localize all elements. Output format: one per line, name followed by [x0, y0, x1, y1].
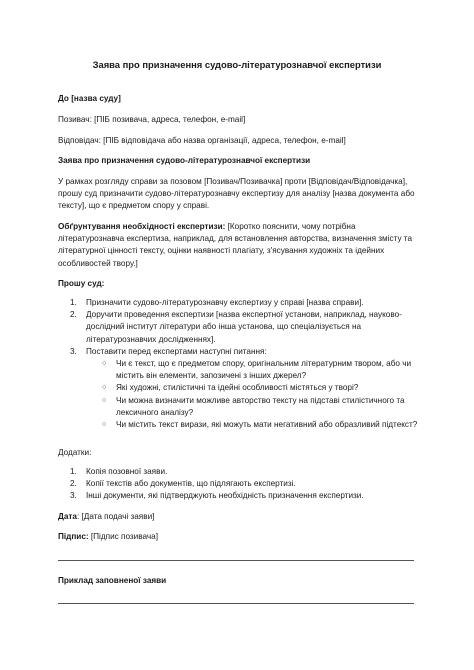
document-title: Заява про призначення судово-літературознавчої експертизи — [92, 59, 382, 70]
circle-bullet-icon: ○ — [102, 396, 107, 404]
intro-paragraph: У рамках розгляду справи за позовом [Позивач/Позивачка] проти [Відповідач/Відповідачка], прошу суд призначити судово-літературознавчу експертизу для аналізу [назва документа або тексту], що є предметом спору у справі. — [58, 177, 415, 211]
attachments-list — [58, 466, 418, 503]
circle-bullet-icon: ○ — [102, 384, 107, 392]
circle-bullet-icon: ○ — [102, 360, 107, 368]
question-text: Чи є текст, що є предметом спору, оригінальним літературним твором, або чи містить він елементи, запозичені з інших джерел? — [116, 359, 412, 381]
circle-bullet-icon: ○ — [102, 421, 107, 429]
request-text: Доручити проведення експертизи [назва експертної установи, наприклад, науково-дослідний інститут літератури або інша установа, що спеціалізується на літературознавчих дослідженнях]. — [86, 310, 402, 344]
signature-label: Підпис: — [58, 532, 89, 541]
divider — [58, 603, 414, 604]
list-item: 2. Доручити проведення експертизи [назва експертної установи, наприклад, науково-дослідний інститут літератури або інша установа, що спеціалізується на літературознавчих дослідженнях]. — [70, 310, 402, 344]
request-text: Поставити перед експертами наступні питання: — [86, 346, 267, 356]
signature-value: [Підпис позивача] — [88, 532, 158, 541]
divider — [58, 560, 414, 561]
date-label: Дата — [58, 512, 77, 521]
date-value: : [Дата подачі заяви] — [76, 512, 155, 521]
date-line — [58, 511, 420, 523]
question-text: Які художні, стилістичні та ідейні особливості містяться у творі? — [116, 383, 359, 393]
plaintiff-line: Позивач: [ПІБ позивача, адреса, телефон, e-mail] — [58, 115, 246, 124]
question-text: Чи містить текст вирази, які можуть мати негативний або образливий підтекст? — [116, 420, 418, 430]
list-item: 3. Поставити перед експертами наступні питання: — [70, 346, 267, 356]
list-item — [58, 419, 418, 431]
justification-paragraph — [58, 221, 420, 270]
list-item: 2. Копії текстів або документів, що підлягають експертизі. — [70, 479, 296, 489]
justification-label: Обґрунтування необхідності експертизи: — [58, 222, 226, 231]
justification-text: [Коротко пояснити, чому потрібна літературознавча експертиза, наприклад, для встановлення авторства, визначення змісту та літературної цінності тексту, оцінки наявності плагіату, з'ясування художніх та ідейних особливостей твору.] — [58, 222, 413, 268]
section-heading: Заява про призначення судово-літературознавчої експертизи — [58, 156, 311, 165]
request-list — [58, 297, 418, 431]
request-label: Прошу суд: — [58, 279, 105, 288]
signature-line — [58, 531, 420, 543]
list-item — [58, 395, 418, 419]
list-item: 1. Копія позовної заяви. — [70, 467, 168, 476]
list-item: 3. Інші документи, які підтверджують необхідність призначення експертизи. — [70, 491, 364, 501]
attachment-text: Копії текстів або документів, що підлягають експертизі. — [86, 479, 296, 489]
list-item: 1. Призначити судово-літературознавчу експертизу у справі [назва справи]. — [70, 298, 364, 307]
defendant-line: Відповідач: [ПІБ відповідача або назва організації, адреса, телефон, e-mail] — [58, 136, 346, 145]
example-heading: Приклад заповненої заяви — [58, 576, 167, 585]
court-line: До [назва суду] — [58, 94, 121, 103]
attachment-text: Інші документи, які підтверджують необхідність призначення експертизи. — [86, 491, 364, 501]
question-text: Чи можна визначити можливе авторство тексту на підставі стилістичного та лексичного аналізу? — [116, 395, 405, 417]
attachment-text: Копія позовної заяви. — [86, 467, 168, 476]
list-item — [58, 382, 418, 394]
request-text: Призначити судово-літературознавчу експертизу у справі [назва справи]. — [86, 298, 364, 307]
attachments-label: Додатки: — [58, 448, 92, 457]
list-item — [58, 358, 418, 382]
